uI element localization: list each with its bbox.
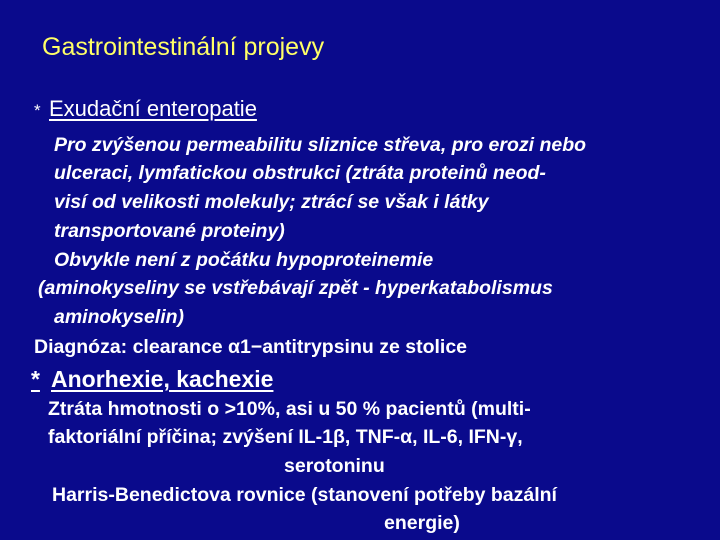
text-line: transportované proteiny) (54, 220, 285, 242)
bullet-marker: * (31, 366, 40, 392)
text-line: aminokyselin) (54, 306, 185, 328)
text-line: visí od velikosti molekuly; ztrácí se však i látky (54, 191, 489, 213)
bullet-marker: * (34, 101, 41, 120)
text-line: ulceraci, lymfatickou obstrukci (ztráta proteinů neod- (54, 162, 546, 184)
text-line: Pro zvýšenou permeabilitu sliznice střeva, pro erozi nebo (54, 134, 587, 156)
section-heading-exudacni-enteropatie: Exudační enteropatie (49, 96, 257, 121)
text-line: serotoninu (284, 455, 385, 477)
text-line: Ztráta hmotnosti o >10%, asi u 50 % pacientů (multi- (48, 398, 531, 420)
slide-title: Gastrointestinální projevy (42, 33, 325, 61)
text-line: faktoriální příčina; zvýšení IL-1β, TNF-α, IL-6, IFN-γ, (48, 426, 523, 448)
text-line: Harris-Benedictova rovnice (stanovení potřeby bazální (52, 484, 557, 506)
text-line: (aminokyseliny se vstřebávají zpět - hyperkatabolismus (38, 277, 553, 299)
section-heading-anorhexie-kachexie: Anorhexie, kachexie (51, 366, 274, 392)
diagnosis-line: Diagnóza: clearance α1−antitrypsinu ze stolice (34, 336, 468, 358)
text-line: Obvykle není z počátku hypoproteinemie (54, 249, 434, 271)
text-line: energie) (384, 512, 460, 534)
